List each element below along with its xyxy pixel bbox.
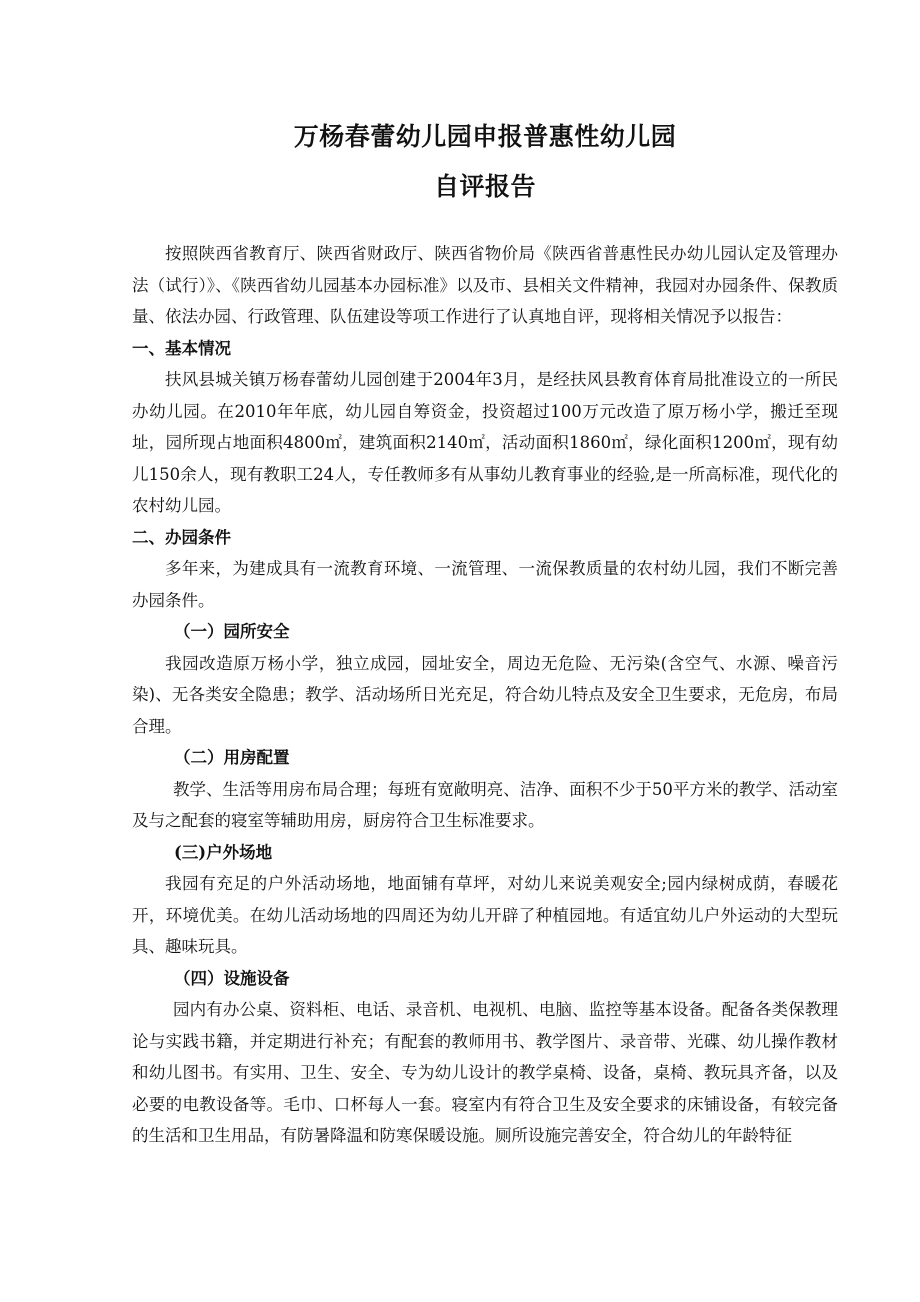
- document-page: [132, 112, 838, 1152]
- subsection2-heading: （二）用房配置: [174, 748, 290, 767]
- section1-heading: 一、基本情况: [132, 338, 231, 358]
- subsection2-paragraph: 教学、生活等用房布局合理；每班有宽敞明亮、洁净、面积不少于50平方米的教学、活动室及与之配套的寝室等辅助用房，厨房符合卫生标准要求。: [132, 779, 838, 830]
- subsection4-heading: （四）设施设备: [174, 968, 290, 988]
- title-block: [132, 112, 838, 212]
- subsection3-paragraph: 我园有充足的户外活动场地，地面铺有草坪，对幼儿来说美观安全;园内绿树成荫，春暖花开，环境优美。在幼儿活动场地的四周还为幼儿开辟了种植园地。有适宜幼儿户外运动的大型玩具、趣味玩具。: [132, 874, 838, 956]
- subsection4-paragraph: 园内有办公桌、资料柜、电话、录音机、电视机、电脑、监控等基本设备。配备各类保教理论与实践书籍，并定期进行补充；有配套的教师用书、教学图片、录音带、光碟、幼儿操作教材和幼儿图书。有实用、卫生、安全、专为幼儿设计的教学桌椅、设备，桌椅、教玩具齐备，以及必要的电教设备等。毛巾、口杯每人一套。寝室内有符合卫生及安全要求的床铺设备，有较完备的生活和卫生用品，有防暑降温和防寒保暖设施。厕所设施完善安全，符合幼儿的年龄特征: [132, 1000, 838, 1145]
- subsection1-heading: （一）园所安全: [174, 622, 290, 641]
- document-title: 万杨春蕾幼儿园申报普惠性幼儿园: [293, 122, 677, 151]
- document-subtitle: 自评报告: [433, 172, 536, 201]
- subsection1-paragraph: 我园改造原万杨小学，独立成园，园址安全，周边无危险、无污染(含空气、水源、噪音污染)、无各类安全隐患；教学、活动场所日光充足，符合幼儿特点及安全卫生要求，无危房，布局合理。: [132, 653, 838, 736]
- intro-paragraph: 按照陕西省教育厅、陕西省财政厅、陕西省物价局《陕西省普惠性民办幼儿园认定及管理办法（试行）》、《陕西省幼儿园基本办园标准》以及市、县相关文件精神，我园对办园条件、保教质量、依法办园、行政管理、队伍建设等项工作进行了认真地自评，现将相关情况予以报告：: [132, 244, 838, 326]
- section1-paragraph: 扶风县城关镇万杨春蕾幼儿园创建于2004年3月，是经扶风县教育体育局批准设立的一所民办幼儿园。在2010年年底，幼儿园自筹资金，投资超过100万元改造了原万杨小学，搬迁至现址，园所现占地面积4800㎡，建筑面积2140㎡，活动面积1860㎡，绿化面积1200㎡，现有幼儿150余人，现有教职工24人，专任教师多有从事幼儿教育事业的经验,是一所高标准，现代化的农村幼儿园。: [132, 370, 838, 515]
- subsection3-heading: (三)户外场地: [174, 842, 273, 862]
- section2-heading: 二、办园条件: [132, 527, 231, 547]
- section2-paragraph: 多年来，为建成具有一流教育环境、一流管理、一流保教质量的农村幼儿园，我们不断完善办园条件。: [132, 559, 838, 610]
